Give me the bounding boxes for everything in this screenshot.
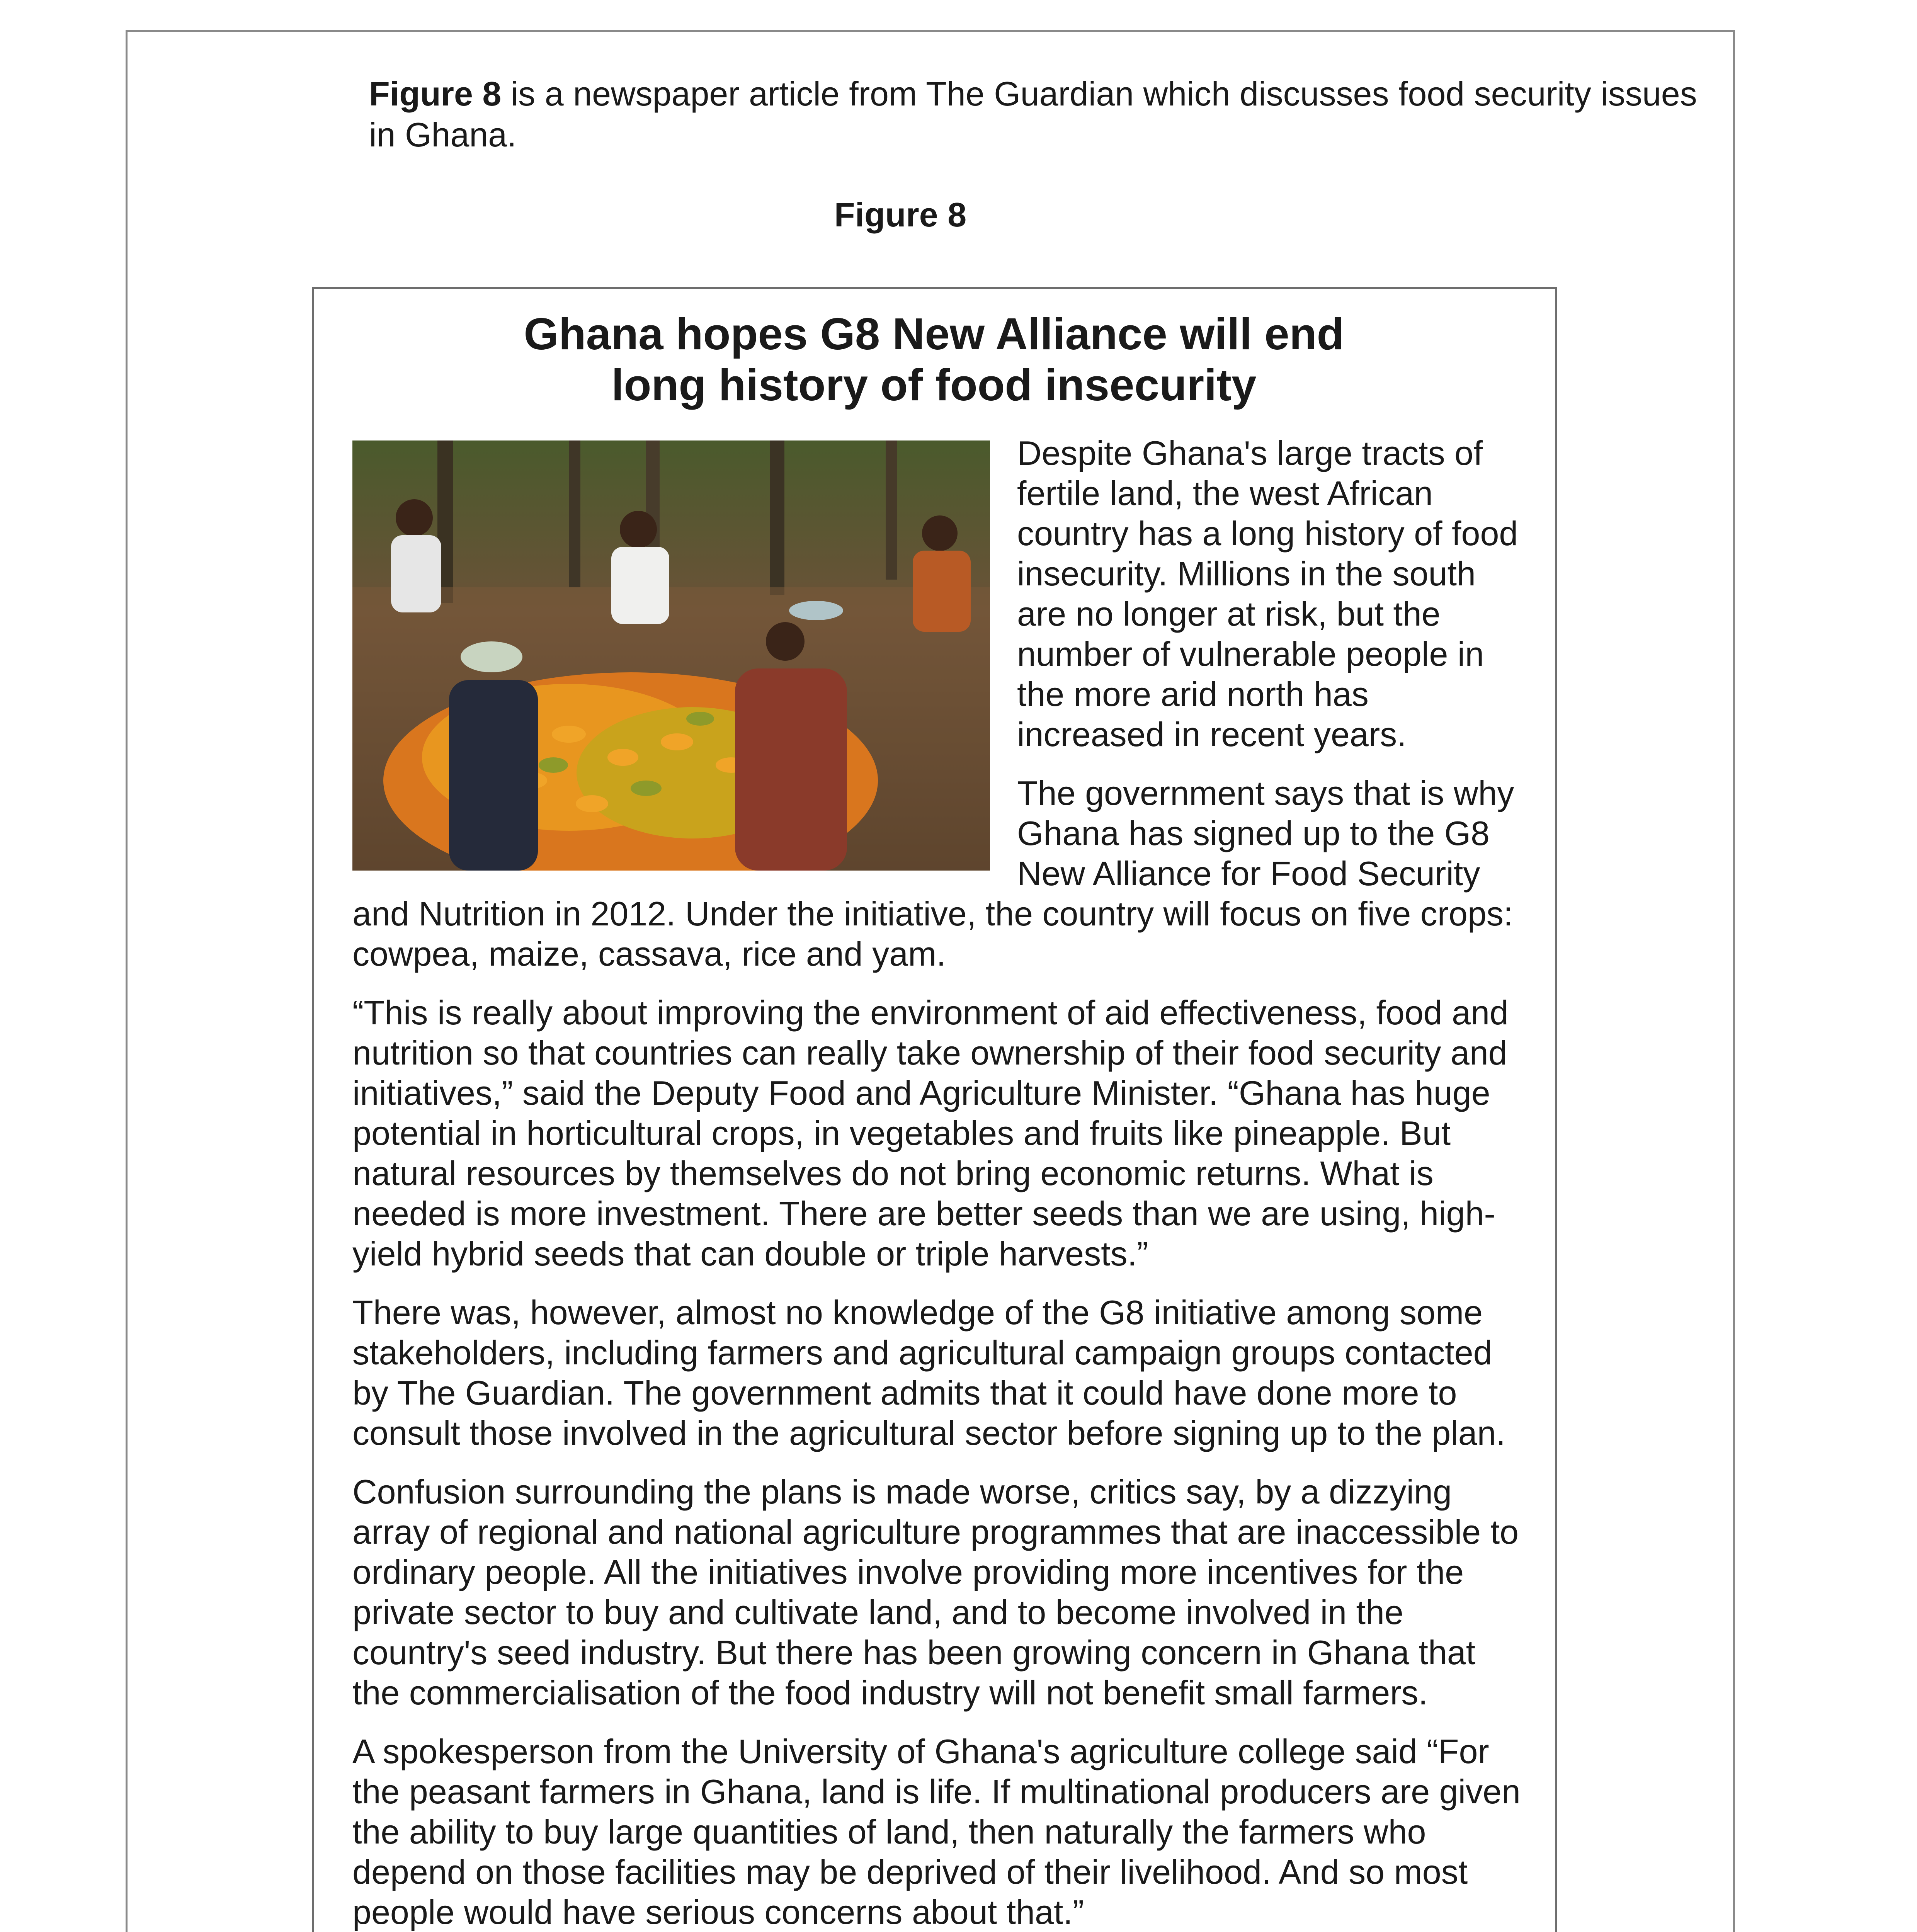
intro-figure-ref: Figure 8 xyxy=(369,75,502,113)
article-box xyxy=(312,287,1557,1932)
headline-line-1: Ghana hopes G8 New Alliance will end xyxy=(524,309,1344,359)
article-paragraph: Despite Ghana's large tracts of fertile land, the west African country has a long history of food insecurity. Millions in the south are no longer at risk, but the number of vulnerable people in the more arid north has increased in recent years. xyxy=(1017,434,1518,753)
article-paragraph: There was, however, almost no knowledge of the G8 initiative among some stakeholders, including farmers and agricultural campaign groups contacted by The Guardian. The government admits that it could have done more to consult those involved in the agricultural sector before signing up to the plan. xyxy=(352,1293,1506,1452)
article-paragraph: A spokesperson from the University of Ghana's agriculture college said “For the peasant farmers in Ghana, land is life. If multinational producers are given the ability to buy large quantities of land, then naturally the farmers who depend on those facilities may be deprived of their livelihood. And so most people would have serious concerns about that.” xyxy=(352,1732,1521,1931)
article-body xyxy=(352,433,1521,1932)
article-paragraph: “This is really about improving the environment of aid effectiveness, food and nutrition so that countries can really take ownership of their food security and initiatives,” said the Deputy Food and Agriculture Minister. “Ghana has huge potential in horticultural crops, in vegetables and fruits like pineapple. But natural resources by themselves do not bring economic returns. What is needed is more investment. There are better seeds than we are using, high-yield hybrid seeds that can double or triple harvests.” xyxy=(352,993,1509,1273)
intro-body: is a newspaper article from The Guardian which discusses food security issues in Ghana. xyxy=(369,75,1697,154)
article-headline xyxy=(352,308,1516,410)
article-paragraph: Confusion surrounding the plans is made worse, critics say, by a dizzying array of regional and national agriculture programmes that are inaccessible to ordinary people. All the initiatives involve providing more incentives for the private sector to buy and cultivate land, and to become involved in the country's seed industry. But there has been growing concern in Ghana that the commercialisation of the food industry will not benefit small farmers. xyxy=(352,1473,1519,1712)
intro-text xyxy=(369,73,1702,155)
article-paragraph: The government says that is why Ghana has signed up to the G8 New Alliance for Food Security and Nutrition in 2012. Under the initiative, the country will focus on five crops: cowpea, maize, cassava, rice and yam. xyxy=(352,774,1514,973)
photo-spacer xyxy=(352,433,1017,874)
figure-caption: Figure 8 xyxy=(834,196,967,234)
headline-line-2: long history of food insecurity xyxy=(611,360,1257,410)
